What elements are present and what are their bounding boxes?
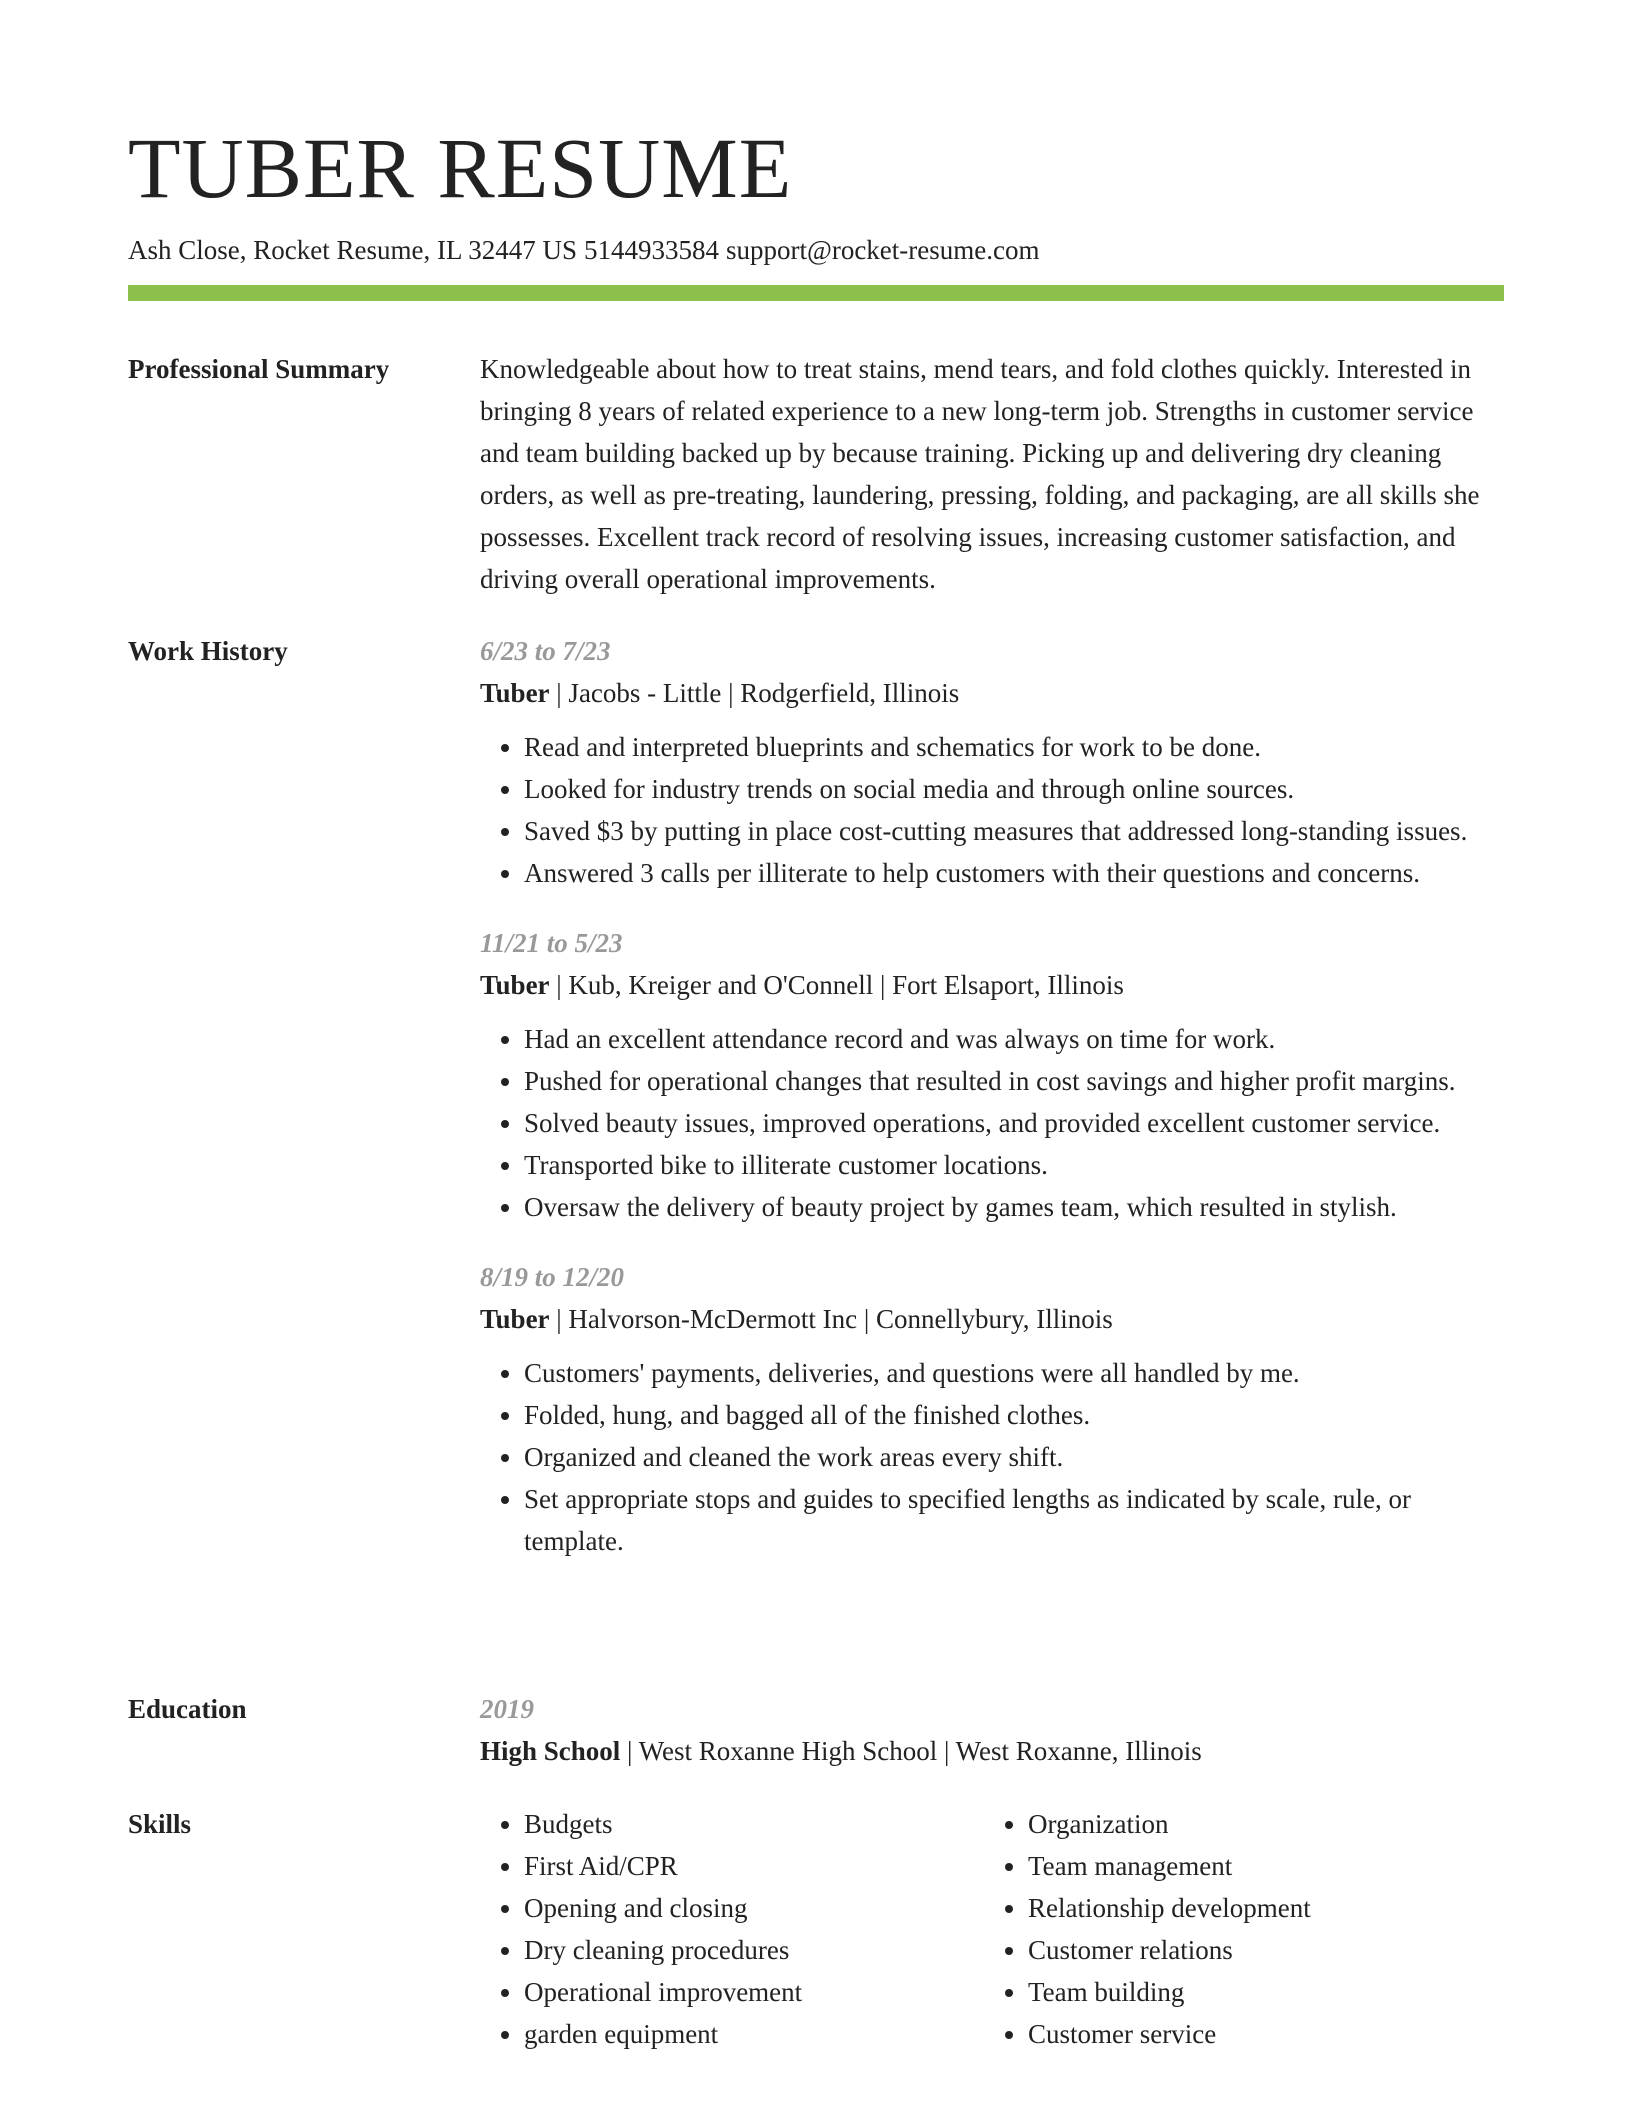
skills-list-left — [480, 1803, 984, 2055]
job-details: | Jacobs - Little | Rodgerfield, Illinois — [549, 678, 960, 708]
skill-item: • Team management — [1028, 1845, 1488, 1887]
job-bullet: • Looked for industry trends on social media and through online sources. — [524, 768, 1504, 810]
job-bullet: • Answered 3 calls per illiterate to help customers with their questions and concerns. — [524, 852, 1504, 894]
contact-address: Ash Close, Rocket Resume, IL 32447 US — [128, 235, 577, 265]
job-bullet: • Oversaw the delivery of beauty project by games team, which resulted in stylish. — [524, 1186, 1504, 1228]
job-bullet: • Transported bike to illiterate customer locations. — [524, 1144, 1504, 1186]
skill-item: • Customer service — [1028, 2013, 1488, 2055]
job-bullet: • Set appropriate stops and guides to specified lengths as indicated by scale, rule, or template. — [524, 1478, 1504, 1562]
section-title-skills: Skills — [128, 1809, 192, 1839]
resume-name: TUBER RESUME — [128, 120, 793, 216]
job-role: Tuber — [480, 1304, 550, 1334]
section-title-summary: Professional Summary — [128, 354, 390, 384]
job-bullet: • Read and interpreted blueprints and schematics for work to be done. — [524, 726, 1504, 768]
skills-columns — [480, 1803, 1504, 2055]
skill-item: • Dry cleaning procedures — [524, 1929, 984, 1971]
skills-body — [480, 1803, 1504, 2055]
job-bullet: • Pushed for operational changes that resulted in cost savings and higher profit margins. — [524, 1060, 1504, 1102]
job-date: 8/19 to 12/20 — [480, 1262, 625, 1292]
job-entry — [480, 1256, 1504, 1562]
job-bullet: • Solved beauty issues, improved operations, and provided excellent customer service. — [524, 1102, 1504, 1144]
education-degree: High School — [480, 1736, 621, 1766]
job-title-line — [480, 1298, 1504, 1340]
job-bullet: • Organized and cleaned the work areas every shift. — [524, 1436, 1504, 1478]
section-title-education: Education — [128, 1694, 247, 1724]
section-title-work-history: Work History — [128, 636, 288, 666]
job-title-line — [480, 672, 1504, 714]
job-date: 6/23 to 7/23 — [480, 636, 611, 666]
job-date: 11/21 to 5/23 — [480, 928, 623, 958]
summary-text: Knowledgeable about how to treat stains, mend tears, and fold clothes quickly. Interested in bringing 8 years of related experience to a new long-term job. Strengths in customer service and team building backed up by because training. Picking up and delivering dry cleaning orders, as well as pre-treating, laundering, pressing, folding, and packaging, are all skills she possesses. Excellent track record of resolving issues, increasing customer satisfaction, and driving overall operational improvements. — [480, 354, 1480, 594]
job-bullet: • Folded, hung, and bagged all of the finished clothes. — [524, 1394, 1504, 1436]
skill-item: • Organization — [1028, 1803, 1488, 1845]
skill-item: • Budgets — [524, 1803, 984, 1845]
skill-item: • First Aid/CPR — [524, 1845, 984, 1887]
skill-item: • Operational improvement — [524, 1971, 984, 2013]
contact-email: support@rocket-resume.com — [725, 235, 1040, 265]
job-title-line — [480, 964, 1504, 1006]
job-entry — [480, 630, 1504, 894]
job-details: | Kub, Kreiger and O'Connell | Fort Elsaport, Illinois — [549, 970, 1124, 1000]
job-bullet: • Customers' payments, deliveries, and questions were all handled by me. — [524, 1352, 1504, 1394]
skill-item: • Team building — [1028, 1971, 1488, 2013]
header-divider — [128, 285, 1504, 301]
contact-line — [128, 230, 1040, 270]
education-details: | West Roxanne High School | West Roxanne, Illinois — [620, 1736, 1202, 1766]
skill-item: • Customer relations — [1028, 1929, 1488, 1971]
work-history-body — [480, 630, 1504, 1590]
skill-item: • garden equipment — [524, 2013, 984, 2055]
job-role: Tuber — [480, 678, 550, 708]
job-details: | Halvorson-McDermott Inc | Connellybury, Illinois — [549, 1304, 1113, 1334]
job-role: Tuber — [480, 970, 550, 1000]
job-bullets — [480, 1018, 1504, 1228]
job-bullets — [480, 1352, 1504, 1562]
skills-list-right — [984, 1803, 1488, 2055]
skill-item: • Relationship development — [1028, 1887, 1488, 1929]
job-bullet: • Saved $3 by putting in place cost-cutting measures that addressed long-standing issues. — [524, 810, 1504, 852]
job-bullets — [480, 726, 1504, 894]
skill-item: • Opening and closing — [524, 1887, 984, 1929]
education-line — [480, 1730, 1504, 1772]
summary-body — [480, 348, 1504, 600]
education-body — [480, 1688, 1504, 1772]
education-date: 2019 — [480, 1694, 534, 1724]
job-bullet: • Had an excellent attendance record and was always on time for work. — [524, 1018, 1504, 1060]
contact-phone: 5144933584 — [583, 235, 719, 265]
job-entry — [480, 922, 1504, 1228]
